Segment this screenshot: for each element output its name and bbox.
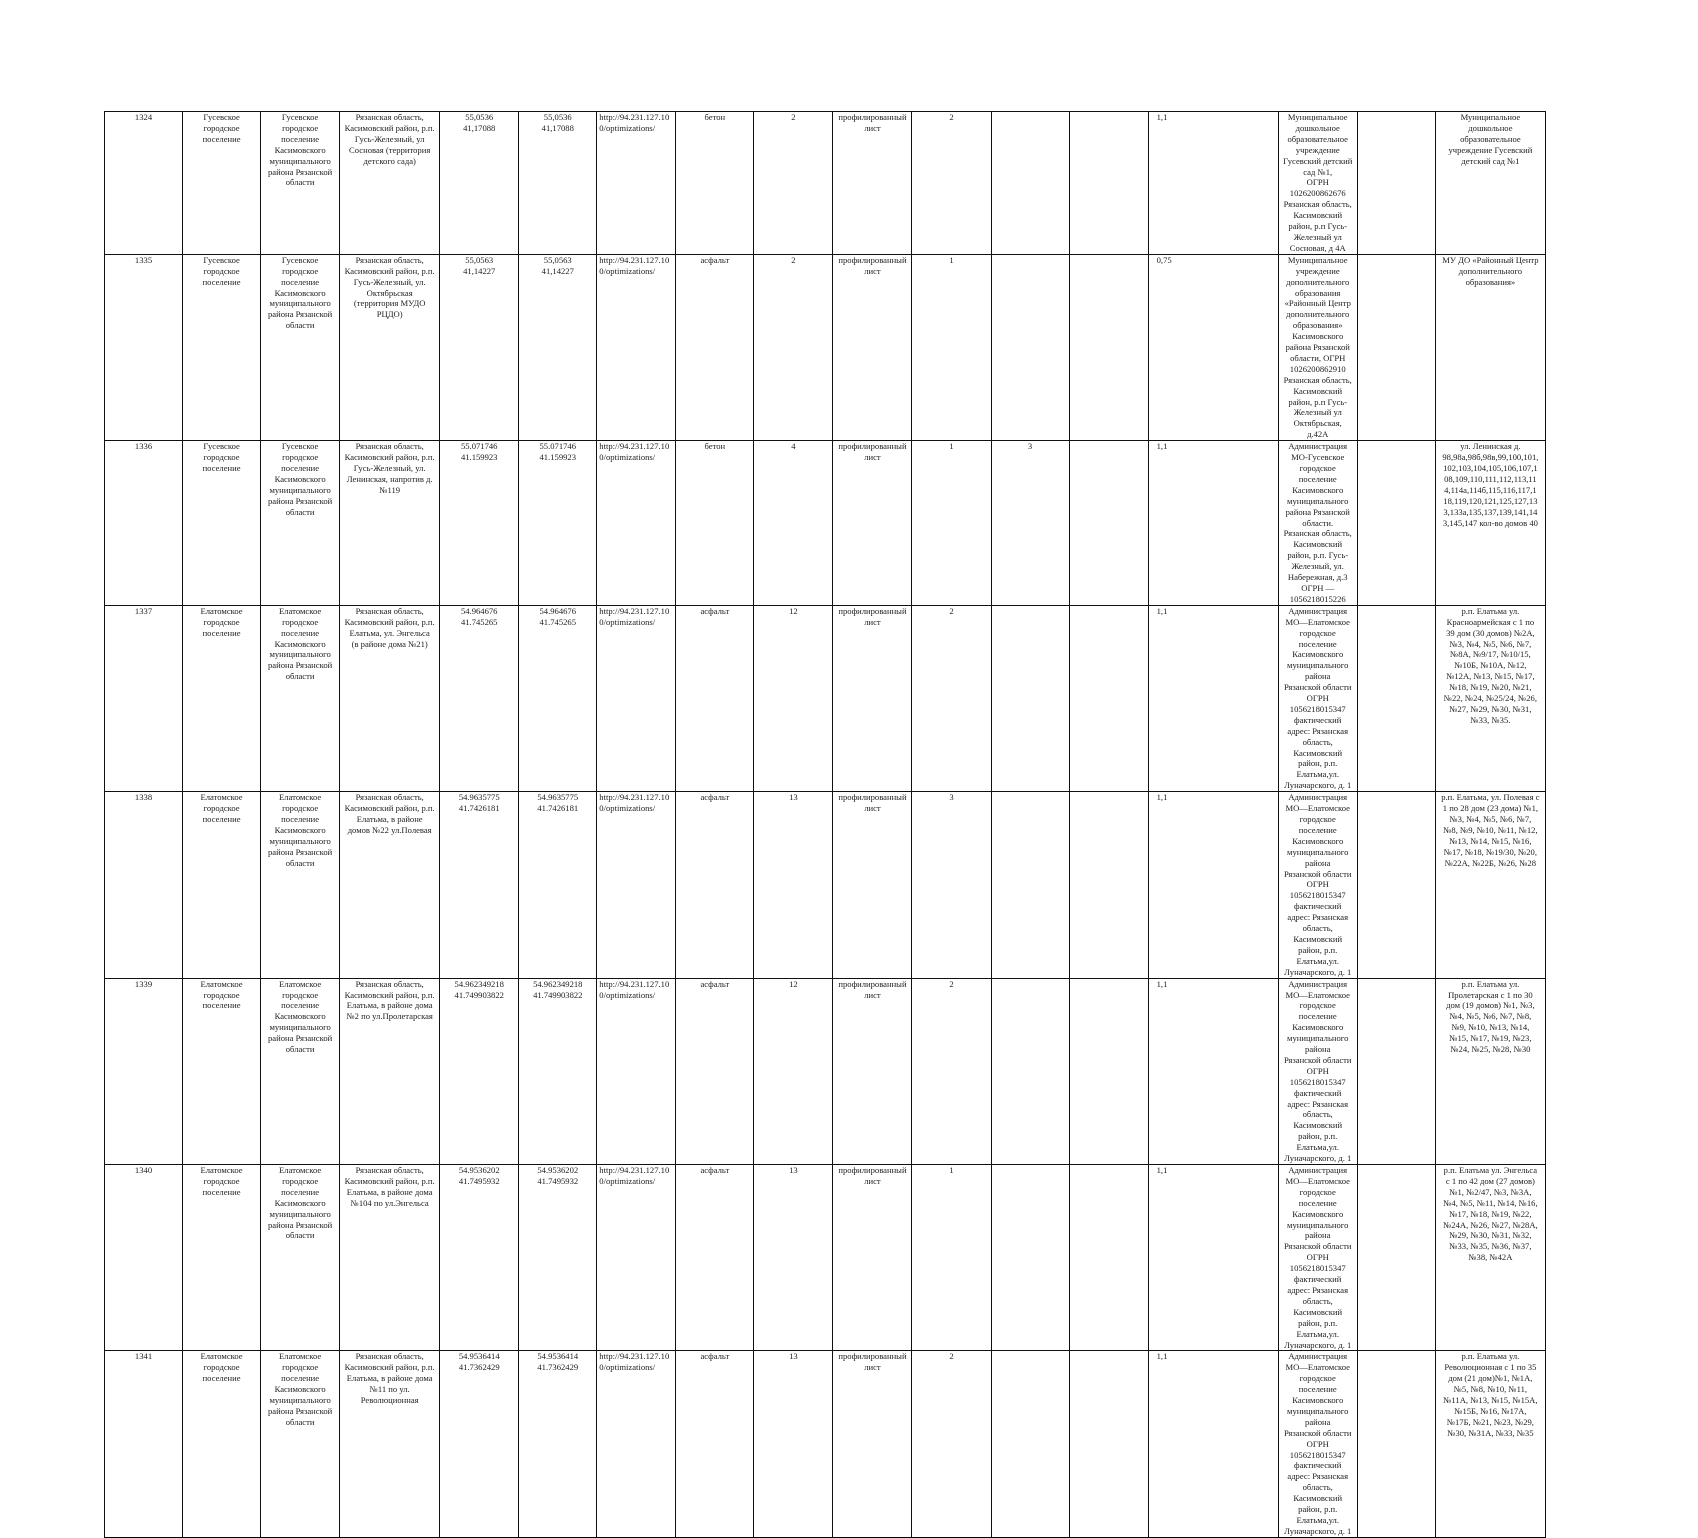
cell-settlement: Елатомское городское поселение (183, 1351, 261, 1537)
cell-containers-extra (991, 254, 1069, 440)
cell-coordinates: 55,0563 41,14227 (440, 254, 519, 440)
cell-surface: асфальт (676, 792, 754, 978)
cell-area: 13 (754, 1351, 833, 1537)
cell-coordinates: 54.962349218 41.749903822 (440, 978, 519, 1164)
cell-blank (1069, 978, 1148, 1164)
cell-settlement: Гусевское городское поселение (183, 441, 261, 606)
cell-owner: Администрация МО—Елатомское городское поселение Касимовского муниципального района Рязанской области ОГРН 1056218015347 фактический адрес: Рязанская область, Касимовский район, р.п. Елатьма,ул. Луначарского, д. 1 (1278, 605, 1357, 791)
cell-coordinates: 54.9536202 41.7495932 (440, 1165, 519, 1351)
cell-settlement: Елатомское городское поселение (183, 978, 261, 1164)
cell-settlement: Елатомское городское поселение (183, 792, 261, 978)
cell-waste-sources: р.п. Елатьма ул. Энгельса с 1 по 42 дом (27 домов) №1, №2/47, №3, №3А, №4, №5, №11, №14, №16, №17, №18, №19, №22, №24А, №26, №27, №28А, №29, №30, №31, №32, №33, №35, №36, №37, №38, №42А (1435, 1165, 1545, 1351)
cell-waste-sources: р.п. Елатьма, ул. Полевая с 1 по 28 дом (23 дома) №1, №3, №4, №5, №6, №7, №8, №9, №10, №11, №12, №13, №14, №15, №16, №17, №18, №19/30, №20, №22А, №22Б, №26, №28 (1435, 792, 1545, 978)
cell-number: 1339 (105, 978, 183, 1164)
waste-sites-registry-table (104, 111, 1546, 1538)
cell-containers: 2 (912, 112, 991, 255)
cell-map-link[interactable]: http://94.231.127.10 0/optimizations/ (597, 605, 676, 791)
cell-surface: асфальт (676, 254, 754, 440)
cell-surface: асфальт (676, 1165, 754, 1351)
cell-surface: бетон (676, 441, 754, 606)
cell-area: 2 (754, 254, 833, 440)
cell-address: Рязанская область, Касимовский район, р.п. Елатьма, в районе домов №22 ул.Полевая (340, 792, 440, 978)
cell-settlement: Елатомское городское поселение (183, 1165, 261, 1351)
cell-map-link[interactable]: http://94.231.127.10 0/optimizations/ (597, 254, 676, 440)
cell-settlement-full: Гусевское городское поселение Касимовского муниципального района Рязанской области (261, 441, 340, 606)
cell-fence: профилированный лист (833, 792, 912, 978)
cell-volume-owner: 1,1 (1148, 978, 1278, 1164)
table-row (105, 1165, 1546, 1351)
cell-containers: 2 (912, 605, 991, 791)
cell-address: Рязанская область, Касимовский район, р.п. Гусь-Железный, ул. Ленинская, напротив д. №119 (340, 441, 440, 606)
cell-containers: 1 (912, 1165, 991, 1351)
cell-settlement-full: Елатомское городское поселение Касимовского муниципального района Рязанской области (261, 1165, 340, 1351)
cell-fence: профилированный лист (833, 1165, 912, 1351)
cell-number: 1336 (105, 441, 183, 606)
table-row (105, 441, 1546, 606)
cell-blank (1357, 441, 1435, 606)
cell-containers: 1 (912, 254, 991, 440)
cell-settlement: Гусевское городское поселение (183, 112, 261, 255)
cell-settlement-full: Елатомское городское поселение Касимовского муниципального района Рязанской области (261, 792, 340, 978)
cell-owner: Администрация МО—Елатомское городское поселение Касимовского муниципального района Рязанской области ОГРН 1056218015347 фактический адрес: Рязанская область, Касимовский район, р.п. Елатьма,ул. Луначарского, д. 1 (1278, 978, 1357, 1164)
cell-surface: асфальт (676, 1351, 754, 1537)
cell-surface: асфальт (676, 605, 754, 791)
cell-address: Рязанская область, Касимовский район, р.п. Елатьма, в районе дома №11 по ул. Революционная (340, 1351, 440, 1537)
cell-fence: профилированный лист (833, 605, 912, 791)
cell-address: Рязанская область, Касимовский район, р.п. Елатьма, в районе дома №2 по ул.Пролетарская (340, 978, 440, 1164)
cell-containers-extra (991, 1351, 1069, 1537)
cell-settlement: Елатомское городское поселение (183, 605, 261, 791)
cell-map-link[interactable]: http://94.231.127.10 0/optimizations/ (597, 1351, 676, 1537)
cell-coordinates-duplicate: 54.964676 41.745265 (519, 605, 597, 791)
table-row (105, 605, 1546, 791)
cell-address: Рязанская область, Касимовский район, р.п. Гусь-Железный, ул. Октябрьская (территория МУДО РЦДО) (340, 254, 440, 440)
cell-surface: бетон (676, 112, 754, 255)
cell-blank (1069, 254, 1148, 440)
cell-blank (1069, 441, 1148, 606)
cell-coordinates-duplicate: 55,0563 41,14227 (519, 254, 597, 440)
cell-coordinates: 54.9536414 41.7362429 (440, 1351, 519, 1537)
cell-volume-owner: 1,1 (1148, 792, 1278, 978)
cell-containers-extra (991, 792, 1069, 978)
cell-area: 13 (754, 792, 833, 978)
cell-blank (1357, 792, 1435, 978)
cell-containers: 1 (912, 441, 991, 606)
cell-map-link[interactable]: http://94.231.127.10 0/optimizations/ (597, 1165, 676, 1351)
cell-coordinates-duplicate: 54.9536414 41.7362429 (519, 1351, 597, 1537)
cell-coordinates: 55.071746 41.159923 (440, 441, 519, 606)
cell-coordinates-duplicate: 55,0536 41,17088 (519, 112, 597, 255)
cell-area: 13 (754, 1165, 833, 1351)
cell-settlement: Гусевское городское поселение (183, 254, 261, 440)
cell-coordinates-duplicate: 55.071746 41.159923 (519, 441, 597, 606)
table-row (105, 1351, 1546, 1537)
cell-blank (1357, 605, 1435, 791)
cell-area: 2 (754, 112, 833, 255)
cell-blank (1357, 112, 1435, 255)
cell-surface: асфальт (676, 978, 754, 1164)
cell-map-link[interactable]: http://94.231.127.10 0/optimizations/ (597, 978, 676, 1164)
cell-map-link[interactable]: http://94.231.127.10 0/optimizations/ (597, 441, 676, 606)
cell-fence: профилированный лист (833, 112, 912, 255)
cell-blank (1069, 792, 1148, 978)
cell-blank (1069, 1165, 1148, 1351)
cell-coordinates: 54.9635775 41.7426181 (440, 792, 519, 978)
cell-coordinates: 54.964676 41.745265 (440, 605, 519, 791)
cell-volume-owner: 0,75 (1148, 254, 1278, 440)
cell-containers: 3 (912, 792, 991, 978)
cell-number: 1340 (105, 1165, 183, 1351)
cell-fence: профилированный лист (833, 441, 912, 606)
cell-settlement-full: Елатомское городское поселение Касимовского муниципального района Рязанской области (261, 1351, 340, 1537)
cell-owner: Муниципальное дошкольное образовательное учреждение Гусевский детский сад №1, ОГРН 1026200862676 Рязанская область, Касимовский район, р.п Гусь- Железный ул Сосновая, д 4А (1278, 112, 1357, 255)
cell-address: Рязанская область, Касимовский район, р.п. Гусь-Железный, ул Сосновая (территория детского сада) (340, 112, 440, 255)
cell-containers-extra (991, 978, 1069, 1164)
cell-number: 1324 (105, 112, 183, 255)
cell-number: 1338 (105, 792, 183, 978)
cell-address: Рязанская область, Касимовский район, р.п. Елатьма, в районе дома №104 по ул.Энгельса (340, 1165, 440, 1351)
table-row (105, 792, 1546, 978)
cell-containers: 2 (912, 1351, 991, 1537)
cell-owner: Администрация МО—Елатомское городское поселение Касимовского муниципального района Рязанской области ОГРН 1056218015347 фактический адрес: Рязанская область, Касимовский район, р.п. Елатьма,ул. Луначарского, д. 1 (1278, 1351, 1357, 1537)
cell-blank (1357, 254, 1435, 440)
cell-coordinates: 55,0536 41,17088 (440, 112, 519, 255)
cell-number: 1335 (105, 254, 183, 440)
cell-address: Рязанская область, Касимовский район, р.п. Елатьма, ул. Энгельса (в районе дома №21) (340, 605, 440, 791)
cell-containers-extra: 3 (991, 441, 1069, 606)
cell-waste-sources: МУ ДО «Районный Центр дополнительного образования» (1435, 254, 1545, 440)
cell-waste-sources: р.п. Елатьма ул. Пролетарская с 1 по 30 дом (19 домов) №1, №3, №4, №5, №6, №7, №8, №9, №10, №13, №14, №15, №17, №19, №23, №24, №25, №28, №30 (1435, 978, 1545, 1164)
cell-volume-owner: 1,1 (1148, 441, 1278, 606)
cell-owner: Администрация МО—Елатомское городское поселение Касимовского муниципального района Рязанской области ОГРН 1056218015347 фактический адрес: Рязанская область, Касимовский район, р.п. Елатьма,ул. Луначарского, д. 1 (1278, 1165, 1357, 1351)
cell-volume-owner: 1,1 (1148, 112, 1278, 255)
cell-blank (1069, 112, 1148, 255)
cell-number: 1341 (105, 1351, 183, 1537)
cell-volume-owner: 1,1 (1148, 1351, 1278, 1537)
cell-coordinates-duplicate: 54.9635775 41.7426181 (519, 792, 597, 978)
cell-blank (1069, 1351, 1148, 1537)
cell-owner: Муниципальное учреждение дополнительного образования «Районный Центр дополнительного образования» Касимовского района Рязанской области, ОГРН 1026200862910 Рязанская область, Касимовский район, р.п Гусь- Железный ул Октябрьская, д.42А (1278, 254, 1357, 440)
cell-settlement-full: Гусевское городское поселение Касимовского муниципального района Рязанской области (261, 254, 340, 440)
cell-containers-extra (991, 605, 1069, 791)
cell-area: 4 (754, 441, 833, 606)
cell-volume-owner: 1,1 (1148, 605, 1278, 791)
cell-number: 1337 (105, 605, 183, 791)
table-row (105, 254, 1546, 440)
cell-settlement-full: Елатомское городское поселение Касимовского муниципального района Рязанской области (261, 978, 340, 1164)
table-row (105, 978, 1546, 1164)
cell-settlement-full: Гусевское городское поселение Касимовского муниципального района Рязанской области (261, 112, 340, 255)
cell-waste-sources: ул. Ленинская д. 98,98а,98б,98в,99,100,101, 102,103,104,105,106,107,1 08,109,110,111,112,113,11 4,114а,114б,115,116,117,1 18,119,120,121,125,127,13 3,133а,135,137,139,141,14 3,145,147 кол-во домов 40 (1435, 441, 1545, 606)
cell-blank (1357, 1165, 1435, 1351)
cell-fence: профилированный лист (833, 1351, 912, 1537)
cell-waste-sources: Муниципальное дошкольное образовательное учреждение Гусевский детский сад №1 (1435, 112, 1545, 255)
cell-owner: Администрация МО-Гусевское городское поселение Касимовского муниципального района Рязанской области. Рязанская область, Касимовский район, р.п. Гусь- Железный, ул. Набережная, д.3 ОГРН — 1056218015226 (1278, 441, 1357, 606)
cell-blank (1357, 978, 1435, 1164)
cell-owner: Администрация МО—Елатомское городское поселение Касимовского муниципального района Рязанской области ОГРН 1056218015347 фактический адрес: Рязанская область, Касимовский район, р.п. Елатьма,ул. Луначарского, д. 1 (1278, 792, 1357, 978)
cell-containers-extra (991, 112, 1069, 255)
cell-fence: профилированный лист (833, 254, 912, 440)
cell-coordinates-duplicate: 54.962349218 41.749903822 (519, 978, 597, 1164)
cell-map-link[interactable]: http://94.231.127.10 0/optimizations/ (597, 112, 676, 255)
cell-waste-sources: р.п. Елатьма ул. Красноармейская с 1 по 39 дом (30 домов) №2А, №3, №4, №5, №6, №7, №8А, №9/17, №10/15, №10Б, №10А, №12, №12А, №13, №15, №17, №18, №19, №20, №21, №22, №24, №25/24, №26, №27, №29, №30, №31, №33, №35. (1435, 605, 1545, 791)
cell-area: 12 (754, 978, 833, 1164)
cell-map-link[interactable]: http://94.231.127.10 0/optimizations/ (597, 792, 676, 978)
cell-fence: профилированный лист (833, 978, 912, 1164)
cell-containers-extra (991, 1165, 1069, 1351)
cell-settlement-full: Елатомское городское поселение Касимовского муниципального района Рязанской области (261, 605, 340, 791)
cell-volume-owner: 1,1 (1148, 1165, 1278, 1351)
cell-waste-sources: р.п. Елатьма ул. Революционная с 1 по 35 дом (21 дом)№1, №1А, №5, №8, №10, №11, №11А, №13, №15, №15А, №15Б, №16, №17А, №17Б, №21, №23, №29, №30, №31А, №33, №35 (1435, 1351, 1545, 1537)
cell-coordinates-duplicate: 54.9536202 41.7495932 (519, 1165, 597, 1351)
cell-blank (1069, 605, 1148, 791)
cell-blank (1357, 1351, 1435, 1537)
table-row (105, 112, 1546, 255)
cell-containers: 2 (912, 978, 991, 1164)
cell-area: 12 (754, 605, 833, 791)
